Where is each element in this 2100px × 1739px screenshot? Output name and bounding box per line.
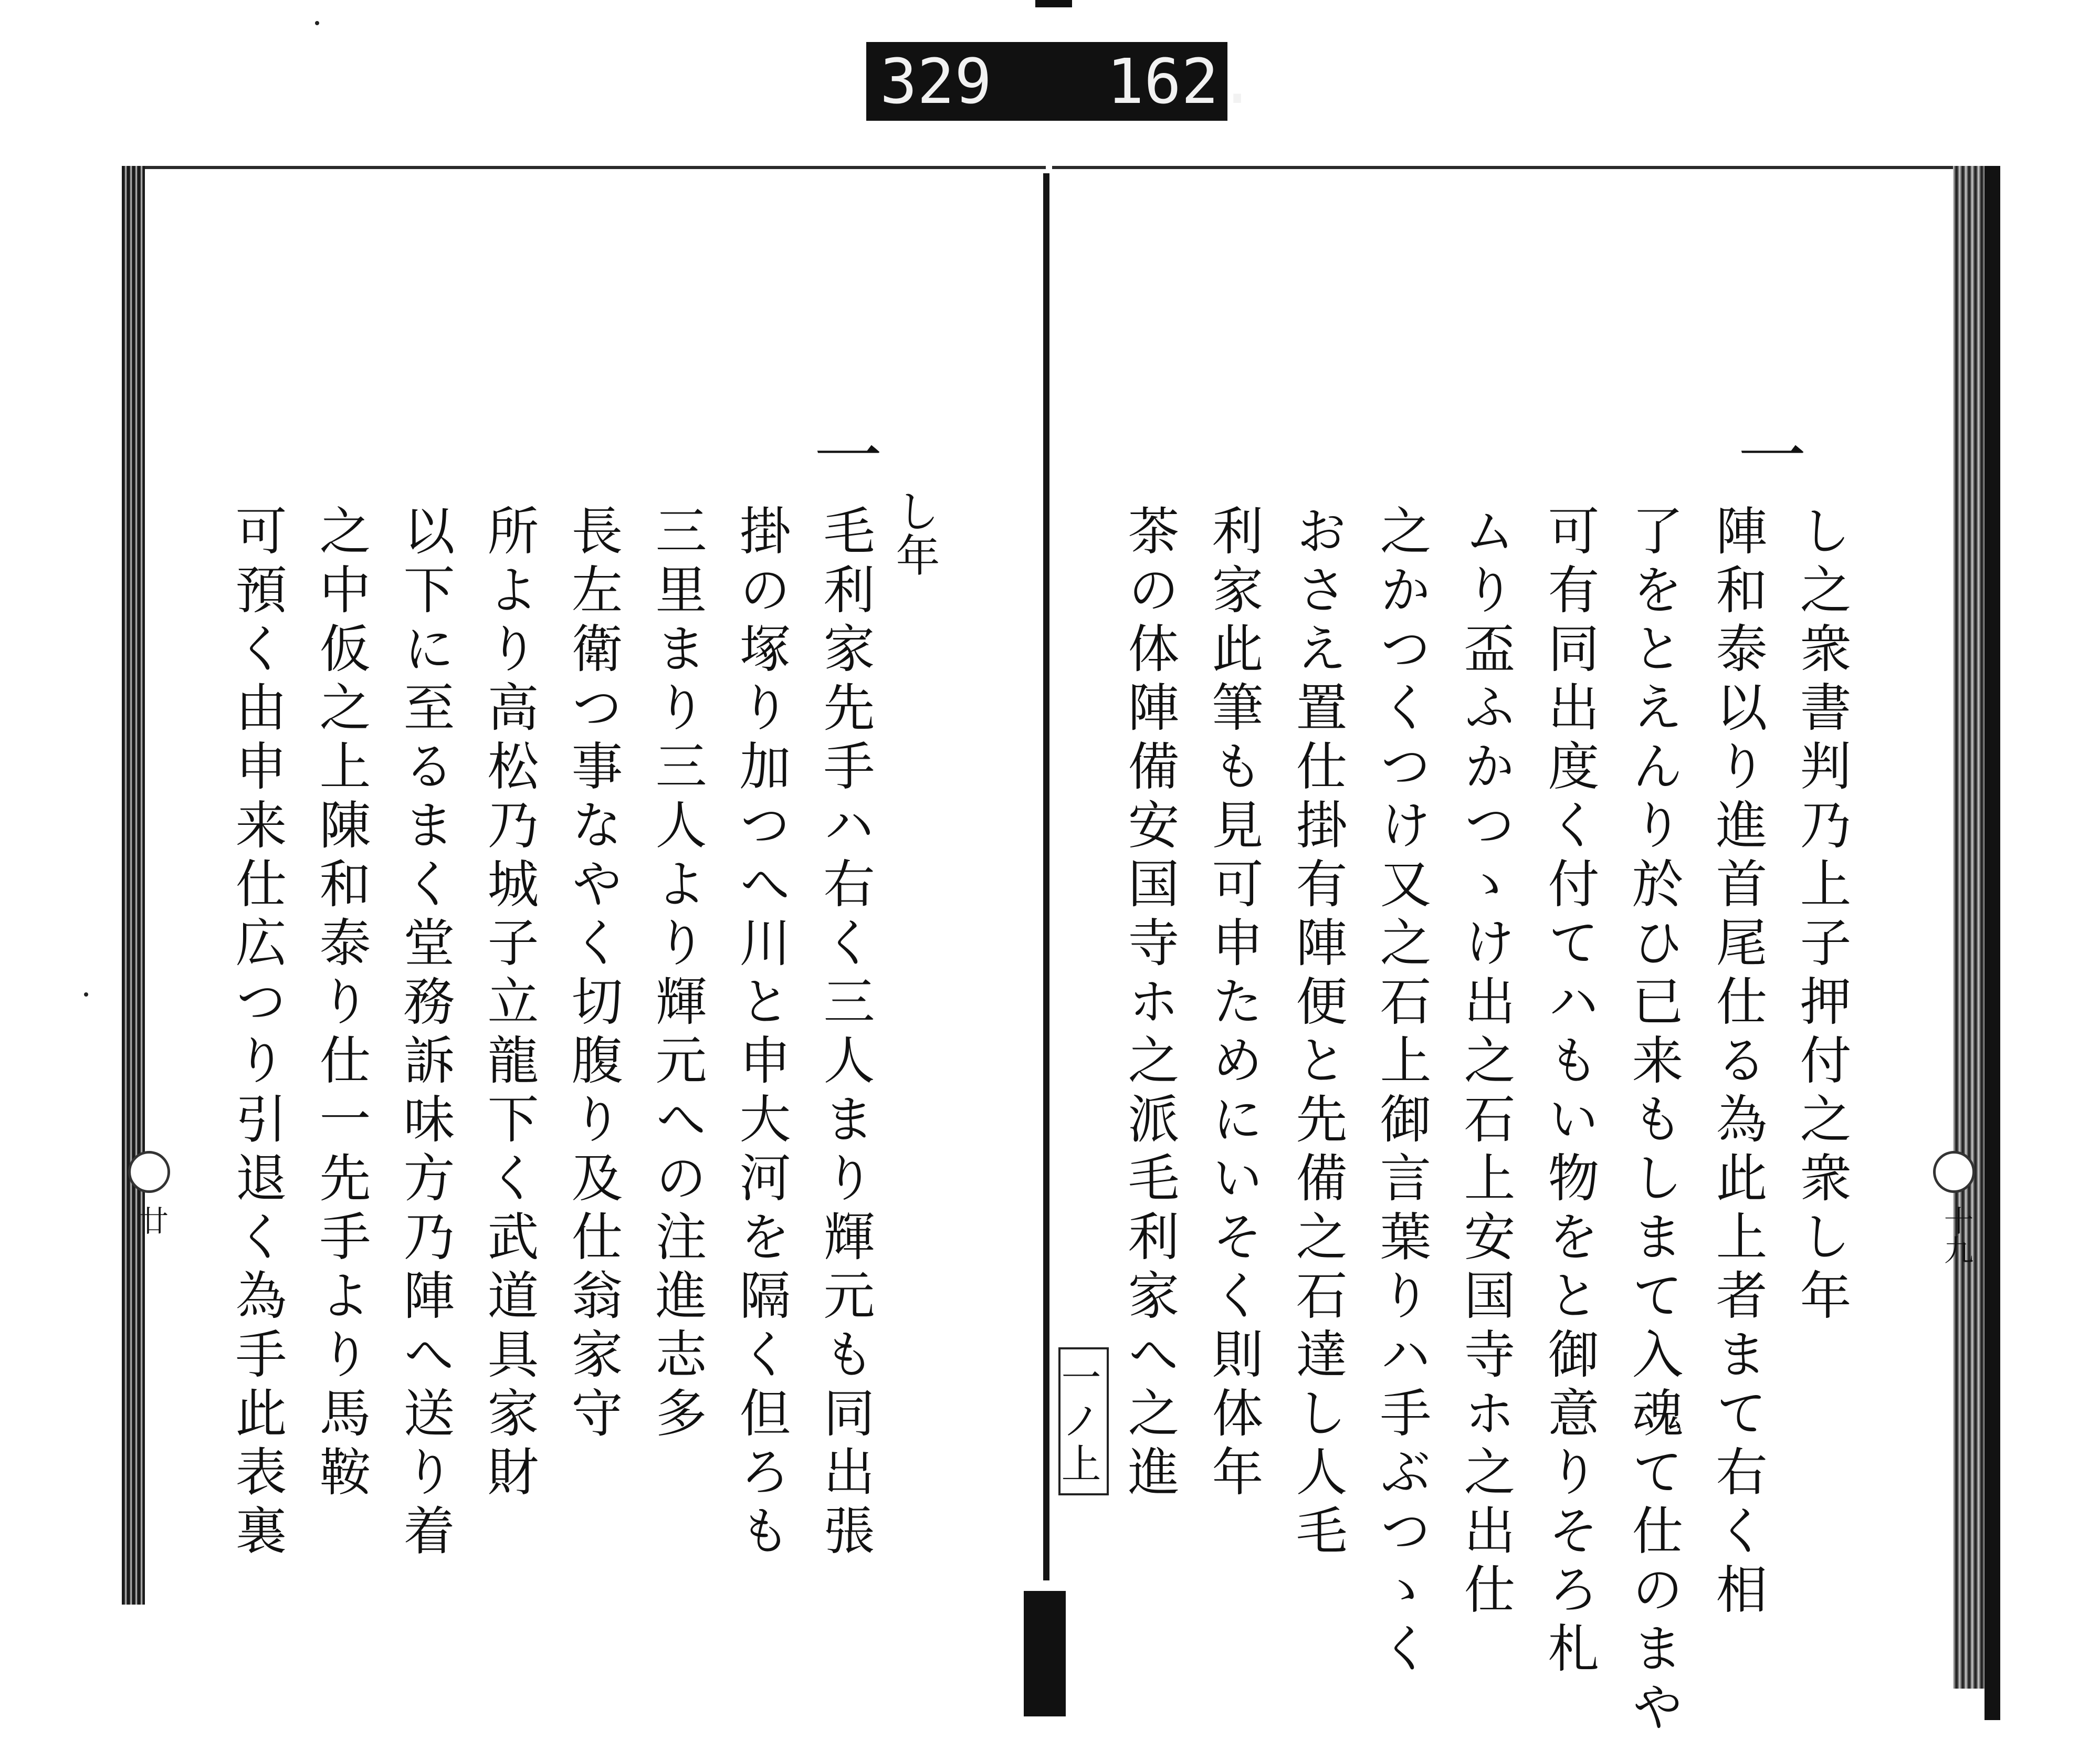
right-page-column-7: おさえ置仕掛有陣便と先備之石達し人毛 — [1287, 504, 1347, 1563]
scan-speck — [315, 21, 319, 25]
right-page-column-3: 了をとえんり於ひ已来もしまて入魂て仕のまや — [1623, 504, 1683, 1739]
left-page-column-1: 毛利家先手ハ右く三人まり輝元も同出張 — [815, 504, 875, 1563]
right-page-edge-shadow — [1984, 166, 2000, 1720]
left-page-column-2: 掛の塚り加つへ川と申大河を隔く但ろも — [731, 504, 791, 1563]
spine-clip — [1024, 1591, 1066, 1716]
section-stamp: 一ノ上 — [1058, 1347, 1109, 1495]
left-page-column-3: 三里まり三人より輝元への注進志多 — [647, 504, 707, 1445]
right-page-column-2: 陣和泰以り進首尾仕る為此上者まて右く相 — [1707, 504, 1767, 1621]
left-page-column-8: 可預く由申来仕広つり引退く為手此表裏 — [227, 504, 287, 1563]
left-page-column-4: 長左衛つ事なやく切腹り及仕翁家守 — [563, 504, 623, 1445]
right-page-column-5: ムり盃ふかつゝけ出之石上安国寺ホ之出仕 — [1455, 504, 1515, 1621]
right-page-column-4: 可有同出度く付てハもい物をと御意りそろ札 — [1539, 504, 1599, 1680]
left-page-item-marker: 一 — [803, 420, 883, 496]
right-page-column-8: 利家此筆も見可申ためにいそく則体年 — [1203, 504, 1263, 1504]
frame-number-left: 329 — [880, 45, 992, 118]
book-spine — [1043, 173, 1049, 1580]
left-page-column-5: 所より高松乃城子立龍下く武道具家財 — [479, 504, 539, 1504]
left-page-column-7: 之中仮之上陳和泰り仕一先手より馬鞍 — [311, 504, 371, 1504]
left-page-edge — [122, 166, 145, 1605]
right-page-top-rule — [1052, 166, 1987, 169]
scan-speck — [84, 992, 88, 997]
right-folio-number: 十九 — [1939, 1206, 1973, 1264]
right-page-column-1: し之衆書判乃上子押付之衆し年 — [1791, 504, 1851, 1327]
right-page-item-marker: 一 — [1727, 420, 1807, 496]
frame-number-right: 162. — [1107, 45, 1256, 118]
top-edge-mark — [1035, 0, 1072, 7]
frame-counter — [866, 42, 1256, 121]
right-binding-tab — [1933, 1151, 1975, 1193]
left-page-heading: し年 — [889, 488, 940, 577]
left-page-column-6: 以下に至るまく堂務訴味方乃陣へ送り着 — [395, 504, 455, 1563]
left-page-top-rule — [122, 166, 1046, 169]
left-folio-number: 廿 — [134, 1206, 169, 1235]
right-page-column-6: 之かつくつけ又之石上御言葉りハ手ぶつゝく — [1371, 504, 1431, 1680]
left-binding-tab — [128, 1151, 170, 1193]
right-page-column-9: 茶の体陣備安国寺ホ之派毛利家へ之進 — [1119, 504, 1179, 1504]
